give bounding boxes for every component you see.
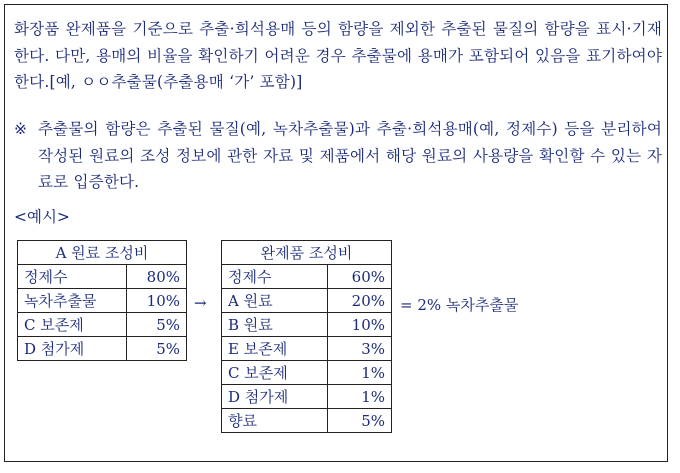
ingredient-percent: 10% [127, 289, 187, 313]
ingredient-percent: 5% [127, 313, 187, 337]
ingredient-name: C 보존제 [222, 361, 328, 385]
table-row [222, 361, 392, 385]
table-header-row [222, 241, 392, 265]
table-header-row [18, 241, 187, 265]
ingredient-percent: 1% [328, 361, 392, 385]
paragraph-labeling-rule: 화장품 완제품을 기준으로 추출·희석용매 등의 함량을 제외한 추출된 물질의 함량을 표시·기재한다. 다만, 용매의 비율을 확인하기 어려운 경우 추출물에 용매가 포함되어 있음을 표기하여야 한다.[예, ㅇㅇ추출물(추출용매 ‘가’ 포함)] [14, 20, 662, 91]
finished-product-composition-table [221, 240, 392, 433]
ingredient-name: D 첨가제 [18, 337, 127, 361]
example-label: <예시> [14, 208, 70, 226]
table-row [18, 337, 187, 361]
ingredient-percent: 80% [127, 265, 187, 289]
ingredient-name: C 보존제 [18, 313, 127, 337]
result-text: = 2% 녹차추출물 [400, 296, 519, 314]
ingredient-name: A 원료 [222, 289, 328, 313]
table-row [222, 385, 392, 409]
note-text: 추출물의 함량은 추출된 물질(예, 녹차추출물)과 추출·희석용매(예, 정제수) 등을 분리하여 작성된 원료의 조성 정보에 관한 자료 및 제품에서 해당 원료의 사용량을 확인할 수 있는 자료로 입증한다. [38, 120, 662, 191]
table-row [222, 289, 392, 313]
table-title: A 원료 조성비 [18, 241, 187, 265]
ingredient-percent: 1% [328, 385, 392, 409]
table-row [222, 409, 392, 433]
ingredient-percent: 5% [328, 409, 392, 433]
table-row [222, 265, 392, 289]
table-row [222, 337, 392, 361]
table-row [18, 313, 187, 337]
ingredient-percent: 20% [328, 289, 392, 313]
ingredient-name: 정제수 [222, 265, 328, 289]
ingredient-percent: 60% [328, 265, 392, 289]
raw-material-a-composition-table [17, 240, 187, 361]
table-row [222, 313, 392, 337]
table-row [18, 289, 187, 313]
table-row [18, 265, 187, 289]
table-title: 완제품 조성비 [222, 241, 392, 265]
ingredient-name: D 첨가제 [222, 385, 328, 409]
arrow-right-icon: → [194, 294, 207, 312]
ingredient-percent: 5% [127, 337, 187, 361]
ingredient-name: E 보존제 [222, 337, 328, 361]
note-mark: ※ [14, 120, 27, 138]
ingredient-name: 향료 [222, 409, 328, 433]
ingredient-percent: 10% [328, 313, 392, 337]
ingredient-name: B 원료 [222, 313, 328, 337]
ingredient-percent: 3% [328, 337, 392, 361]
ingredient-name: 녹차추출물 [18, 289, 127, 313]
ingredient-name: 정제수 [18, 265, 127, 289]
